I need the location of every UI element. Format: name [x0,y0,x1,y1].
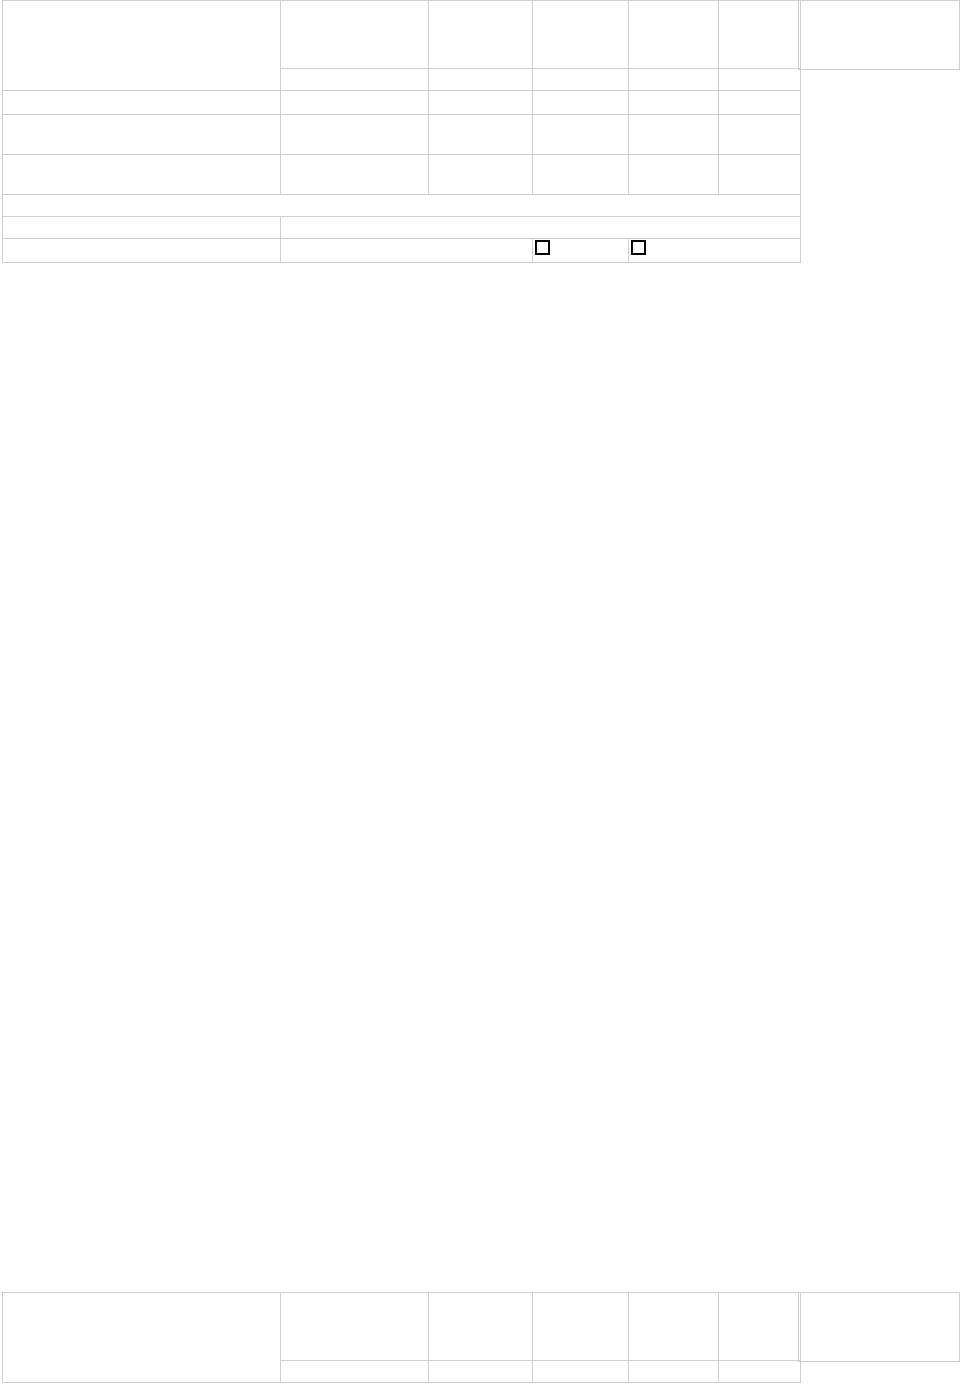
min-points-nh-label [3,115,281,155]
header-subject [3,1293,281,1383]
exam-table-2 [2,1292,801,1383]
header-max-points [533,1,629,69]
header-max-points [533,1293,629,1361]
checkbox-icon[interactable] [631,240,646,255]
prize-header [281,1361,429,1383]
hunting-passed[interactable] [533,239,629,263]
header-grade [629,1293,719,1361]
header-coefficient [429,1293,533,1361]
header-lowest-grade [281,1,429,69]
note-column [798,0,960,70]
header-points [719,1293,801,1361]
min-points-label [3,91,281,115]
header-points [719,1,801,69]
qualification-label [3,217,281,239]
hunting-label [3,239,281,263]
header-coefficient [429,1,533,69]
total-label [3,195,801,217]
note-column-2 [798,1292,960,1362]
hunting-failed[interactable] [629,239,801,263]
prize-label [281,217,801,239]
max-points-value [533,155,629,195]
header-lowest-grade [281,1293,429,1361]
max-points-label [3,155,281,195]
exam-table [2,0,801,263]
prize-header [281,69,429,91]
header-grade [629,1,719,69]
checkbox-icon[interactable] [535,240,550,255]
header-subject [3,1,281,91]
